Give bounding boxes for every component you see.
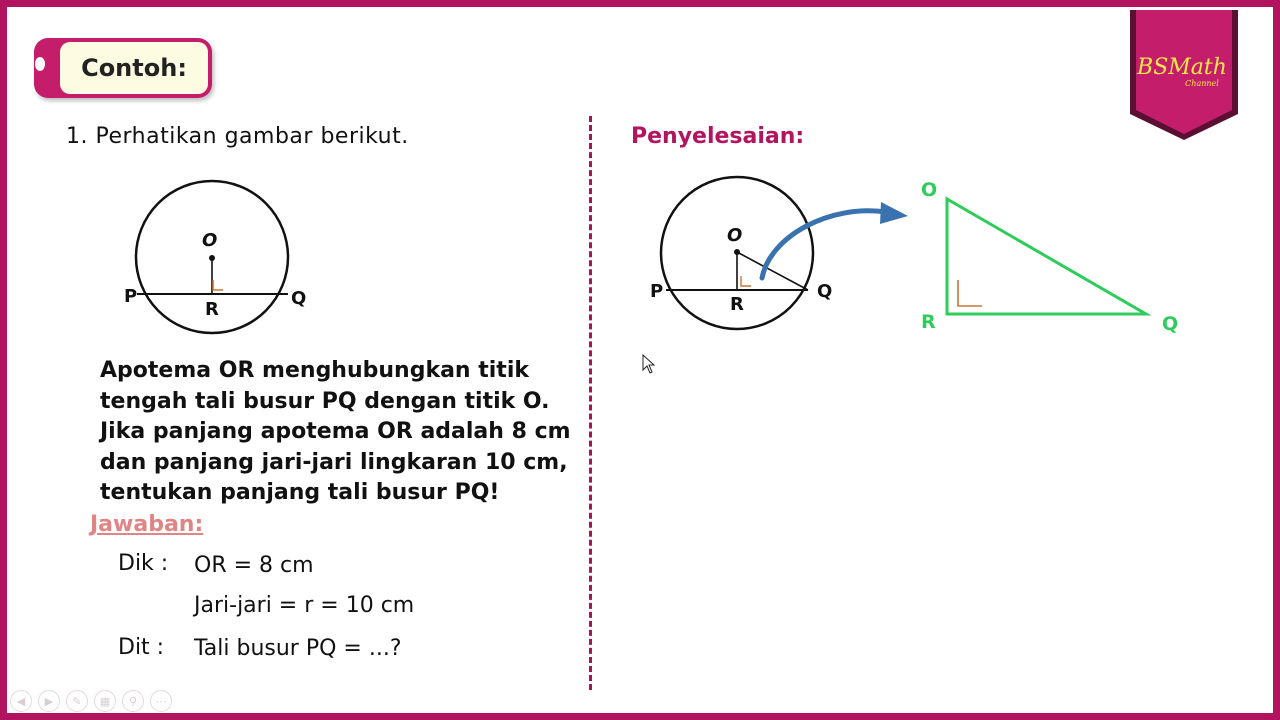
pen-icon[interactable]: ✎ [66,690,88,712]
triangle-right-angle [958,280,982,306]
question-title: 1. Perhatikan gambar berikut. [66,124,409,149]
answer-heading: Jawaban: [90,512,204,537]
problem-text [100,356,580,509]
prev-icon[interactable]: ◀ [10,690,32,712]
transfer-arrowhead [880,202,908,224]
logo-sub: Channel [1185,79,1219,88]
sol-point-q-label: Q [817,281,833,302]
problem-line: Jika panjang apotema OR adalah 8 cm [100,419,571,444]
solution-diagram [640,166,1260,346]
triangle-o-label: O [921,179,938,201]
sol-point-o-label: O [727,225,743,246]
problem-line: dan panjang jari-jari lingkaran 10 cm, [100,449,568,475]
badge-dot [35,57,45,71]
presentation-toolbar [10,690,172,712]
point-r-label: R [205,299,219,320]
dit-question: Tali busur PQ = ...? [194,636,402,661]
triangle-q-label: Q [1162,313,1179,335]
transfer-arrow [762,211,886,278]
dik-label: Dik : [118,551,169,576]
point-p-label: P [124,286,138,307]
problem-line: tentukan panjang tali busur PQ! [100,480,500,505]
next-icon[interactable]: ▶ [38,690,60,712]
column-divider [589,116,592,690]
point-o-label: O [202,230,218,251]
more-icon[interactable]: ⋯ [150,690,172,712]
triangle-oqr [947,199,1146,314]
dik-or: OR = 8 cm [194,553,314,578]
problem-line: tengah tali busur PQ dengan titik O. [100,388,550,414]
point-q-label: Q [291,288,307,309]
example-badge-label: Contoh: [60,42,208,94]
solution-heading: Penyelesaian: [631,124,805,149]
sol-point-r-label: R [730,294,744,315]
slides-icon[interactable]: ▦ [94,690,116,712]
problem-line: Apotema OR menghubungkan titik [100,358,529,383]
circle-diagram-left [110,170,330,350]
mouse-cursor-icon [642,354,656,374]
zoom-icon[interactable]: ⚲ [122,690,144,712]
sol-point-p-label: P [650,281,664,302]
triangle-r-label: R [921,311,936,333]
dik-radius: Jari-jari = r = 10 cm [194,593,415,618]
bsmath-logo [1128,10,1240,140]
logo-brand: BSMath [1137,55,1227,80]
dit-label: Dit : [118,635,165,660]
